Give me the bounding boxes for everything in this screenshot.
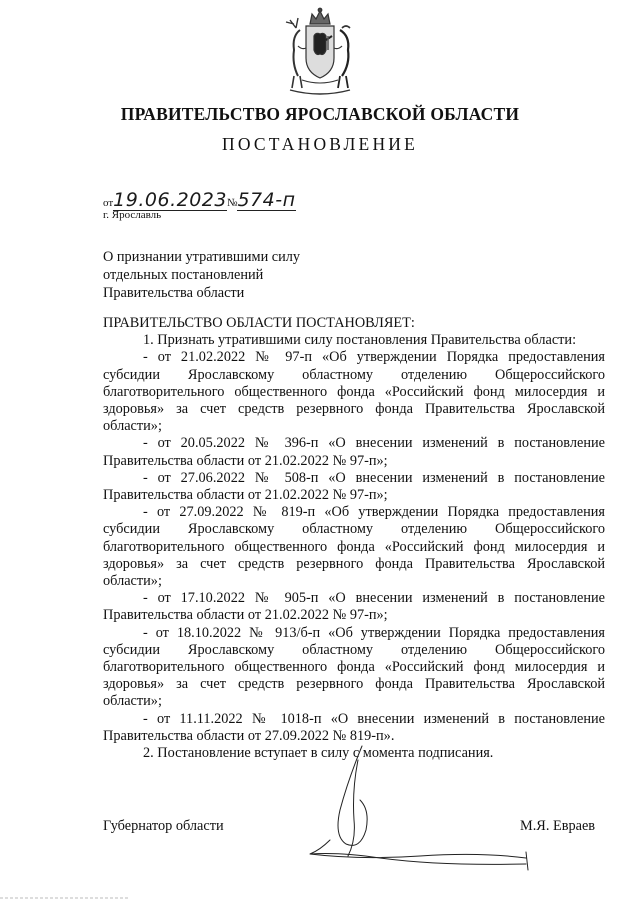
- handwritten-signature: [300, 740, 540, 880]
- subject-line: О признании утратившими силу: [103, 249, 301, 265]
- repeal-entry: - от 27.06.2022 № 508-п «О внесении изменений в постановление Правительства области от 21.02.2022 № 97-п»;: [103, 469, 605, 504]
- signatory-name: М.Я. Евраев: [520, 818, 596, 834]
- date-prefix: от: [103, 197, 114, 209]
- repeal-entry: - от 11.11.2022 № 1018-п «О внесении изменений в постановление Правительства области от 27.09.2022 № 819-п».: [103, 710, 605, 744]
- repeal-entry: - от 17.10.2022 № 905-п «О внесении изменений в постановление Правительства области от 21.02.2022 № 97-п»;: [103, 590, 605, 624]
- item-2: 2. Постановление вступает в силу с момента подписания.: [143, 745, 494, 762]
- item-1: 1. Признать утратившими силу постановления Правительства области:: [143, 332, 577, 349]
- repeal-entry: - от 21.02.2022 № 97-п «Об утверждении Порядка предоставления субсидии Ярославскому областному отделению Общероссийского благотворительного общественного фонда «Российский фонд милосердия и здоровья» за счет средств резервного фонда Правительства Ярославской области»;: [103, 349, 605, 435]
- resolves-heading: ПРАВИТЕЛЬСТВО ОБЛАСТИ ПОСТАНОВЛЯЕТ:: [103, 315, 415, 331]
- date-number-line: [103, 190, 296, 211]
- repeal-entry: - от 18.10.2022 № 913/б-п «Об утверждении Порядка предоставления субсидии Ярославскому областному отделению Общероссийского благотворительного общественного фонда «Российский фонд милосердия и здоровья» за счет средств резервного фонда Правительства Ярославской области»;: [103, 624, 605, 710]
- repeal-entry: - от 20.05.2022 № 396-п «О внесении изменений в постановление Правительства области от 21.02.2022 № 97-п»;: [103, 435, 605, 469]
- scan-artifact: [0, 896, 130, 900]
- document-subject: [103, 248, 423, 302]
- document-body: [103, 315, 605, 762]
- signatory-role: Губернатор области: [103, 818, 224, 834]
- city: г. Ярославль: [103, 209, 162, 221]
- number-sign: №: [226, 197, 238, 209]
- subject-line: отдельных постановлений: [103, 267, 264, 283]
- subject-line: Правительства области: [103, 285, 245, 301]
- document-number: 574-п: [237, 189, 296, 211]
- coat-of-arms-emblem: [272, 6, 368, 98]
- document-date: 19.06.2023: [113, 189, 227, 211]
- document-type: ПОСТАНОВЛЕНИЕ: [221, 134, 419, 154]
- org-title: ПРАВИТЕЛЬСТВО ЯРОСЛАВСКОЙ ОБЛАСТИ: [120, 104, 520, 124]
- repeal-entry: - от 27.09.2022 № 819-п «Об утверждении Порядка предоставления субсидии Ярославскому областному отделению Общероссийского благотворительного общественного фонда «Российский фонд милосердия и здоровья» за счет средств резервного фонда Правительства Ярославской области»;: [103, 504, 605, 590]
